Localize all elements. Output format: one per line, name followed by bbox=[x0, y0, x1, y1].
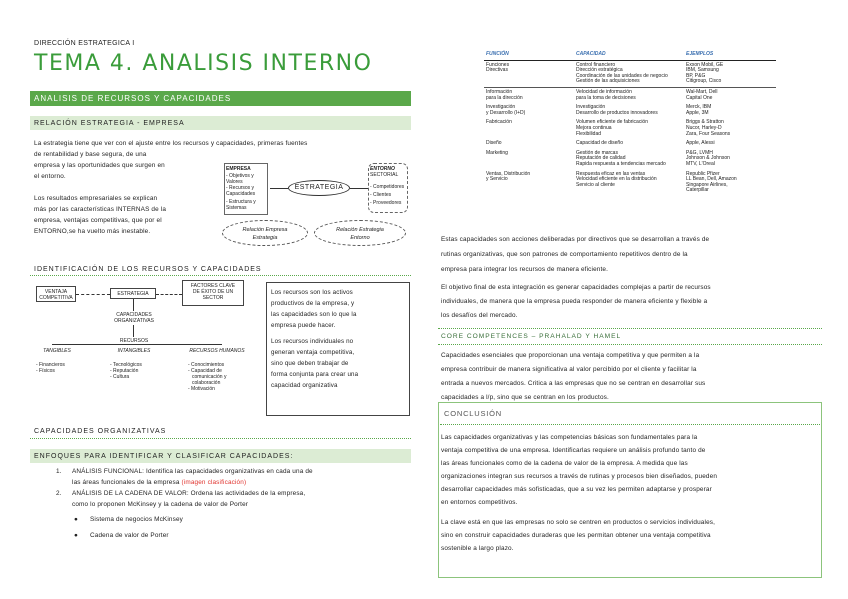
intangible-item: - Cultura bbox=[110, 374, 130, 380]
cell-line: P&G, LVMH bbox=[686, 149, 713, 156]
table-cell bbox=[574, 118, 684, 139]
table-cell bbox=[574, 103, 684, 118]
empresa-item: Sistemas bbox=[226, 205, 247, 211]
para-line: ENTORNO,se ha vuelto más inestable. bbox=[34, 228, 151, 235]
bullet-item: Sistema de negocios McKinsey bbox=[90, 516, 184, 523]
capacidades-label: ORGANIZATIVAS bbox=[114, 318, 154, 324]
ventaja-label: VENTAJA bbox=[44, 289, 68, 295]
para-line: Las capacidades organizativas y las competencias básicas son fundamentales para la bbox=[441, 434, 698, 441]
para-line: Capacidades esenciales que proporcionan una ventaja competitiva y que permiten a la bbox=[441, 352, 700, 359]
cell-line: BP, P&G bbox=[686, 72, 706, 79]
para-line: empresa y las oportunidades que surgen en bbox=[34, 162, 165, 169]
table-row bbox=[484, 60, 776, 87]
cell-line: Flexibilidad bbox=[576, 130, 602, 137]
arrow-line bbox=[133, 299, 134, 311]
cell-line: Wal-Mart, Dell bbox=[686, 88, 718, 95]
cell-line: Apple, Alessi bbox=[686, 140, 715, 147]
cell-line: para la dirección bbox=[486, 94, 523, 101]
cell-line: Investigación bbox=[576, 104, 606, 111]
cell-line: y Desarrollo (I+D) bbox=[486, 109, 526, 116]
para-line: empresa contribuir de manera significativa al valor percibido por el cliente y facilitar la bbox=[441, 366, 697, 373]
arrow-line bbox=[133, 325, 134, 337]
cell-line: IBM, Samsung bbox=[686, 67, 719, 74]
table-cell bbox=[684, 60, 776, 87]
empresa-item: Valores bbox=[226, 179, 243, 185]
cell-line: Caterpillar bbox=[686, 187, 709, 194]
empresa-item: - Objetivos y bbox=[226, 173, 254, 179]
para-line: sostenible a largo plazo. bbox=[441, 545, 514, 552]
cell-line: Citigroup, Cisco bbox=[686, 78, 722, 85]
table-row bbox=[484, 139, 776, 149]
table-cell bbox=[574, 87, 684, 103]
bullet-item: Cadena de valor de Porter bbox=[90, 532, 169, 539]
box-line: generan ventaja competitiva, bbox=[271, 349, 355, 356]
cell-line: Dirección estratégica bbox=[576, 67, 623, 74]
cell-line: Velocidad de información bbox=[576, 88, 632, 95]
table-cell bbox=[574, 60, 684, 87]
table-cell bbox=[484, 139, 574, 149]
table-row bbox=[484, 118, 776, 139]
para-line: individuales, de manera que la empresa pueda responder de manera eficiente y flexible a bbox=[441, 298, 708, 305]
bullet-dot: ● bbox=[74, 532, 79, 539]
table-cell bbox=[684, 118, 776, 139]
subsection-header-identificacion: IDENTIFICACIÓN DE LOS RECURSOS Y CAPACIDADES bbox=[30, 262, 411, 276]
capacidades-label: CAPACIDADES bbox=[116, 312, 152, 318]
entorno-item: - Competidores bbox=[370, 184, 405, 190]
cell-line: y Servicio bbox=[486, 176, 508, 183]
cell-line: Mejora continua bbox=[576, 124, 612, 131]
intangible-item: - Tecnológicos bbox=[110, 362, 142, 368]
box-line: sino que deben trabajar de bbox=[271, 360, 349, 367]
entorno-item: - Clientes bbox=[370, 192, 392, 198]
table-row bbox=[484, 103, 776, 118]
divider bbox=[438, 344, 822, 345]
table-header: CAPACIDAD bbox=[574, 50, 684, 60]
cell-line: para la toma de decisiones bbox=[576, 94, 636, 101]
para-line: empresa, ventajas competitivas, que por el bbox=[34, 217, 162, 224]
cell-line: Funciones bbox=[486, 61, 510, 68]
cell-line: Velocidad eficiente en la distribución bbox=[576, 176, 657, 183]
table-row bbox=[484, 170, 776, 196]
table-row bbox=[484, 149, 776, 170]
para-line: los desafíos del mercado. bbox=[441, 312, 518, 319]
recursos-label: RECURSOS bbox=[114, 338, 154, 345]
para-line: organizaciones integran sus recursos a través de rutinas y procesos bien diseñados, pueden bbox=[441, 473, 718, 480]
relation-label: Relación Estrategia bbox=[336, 227, 384, 233]
relation-ellipse bbox=[314, 220, 406, 246]
box-line: Los recursos individuales no bbox=[271, 338, 354, 345]
divider bbox=[438, 328, 822, 329]
cell-line: Rapida respuesta a tendencias mercado bbox=[576, 160, 666, 167]
empresa-item: - Recursos y bbox=[226, 185, 255, 191]
competitiva-label: COMPETITIVA bbox=[39, 295, 73, 301]
table-cell bbox=[574, 139, 684, 149]
resources-diagram bbox=[32, 280, 264, 420]
list-number: 1. bbox=[56, 468, 62, 475]
table-cell bbox=[684, 149, 776, 170]
capabilities-table-wrapper bbox=[484, 50, 776, 196]
cell-line: Información bbox=[486, 88, 513, 95]
cell-line: Zara, Four Seasons bbox=[686, 130, 731, 137]
entorno-item: - Proveedores bbox=[370, 200, 402, 206]
course-label: DIRECCIÓN ESTRATEGICA I bbox=[34, 40, 135, 47]
cell-line: Gestión de las adquisiciones bbox=[576, 78, 640, 85]
arrow-line bbox=[156, 294, 182, 295]
cell-line: LL Bean, Dell, Amazon bbox=[686, 176, 737, 183]
cell-line: Servicio al cliente bbox=[576, 181, 615, 188]
arrow-line bbox=[76, 294, 110, 295]
para-line: de rentabilidad y base segura, de una bbox=[34, 151, 147, 158]
humanos-item: comunicación y bbox=[192, 374, 227, 380]
cell-line: Marketing bbox=[486, 149, 508, 156]
box-line: forma conjunta para crear una bbox=[271, 371, 359, 378]
cell-line: Capital One bbox=[686, 94, 713, 101]
empresa-box bbox=[224, 163, 268, 215]
cell-line: Apple, 3M bbox=[686, 109, 709, 116]
cell-line: Investigación bbox=[486, 104, 516, 111]
image-link[interactable]: (imagen clasificación) bbox=[181, 479, 247, 486]
relation-ellipse bbox=[222, 220, 308, 246]
cell-line: Respuesta eficaz en las ventas bbox=[576, 170, 646, 177]
table-cell bbox=[684, 87, 776, 103]
para-line: entrada a nuevos mercados. Critica a las empresas que no se centran en desarrollar sus bbox=[441, 380, 706, 387]
intangibles-label: INTANGIBLES bbox=[117, 348, 151, 354]
cell-line: Singapore Airlines, bbox=[686, 181, 728, 188]
list-line: ANÁLISIS FUNCIONAL: Identifica las capacidades organizativas en cada una de bbox=[72, 468, 313, 475]
table-cell bbox=[684, 103, 776, 118]
cell-line: Fabricación bbox=[486, 119, 512, 126]
para-line: el entorno. bbox=[34, 173, 66, 180]
estrategia-ellipse: ESTRATEGIA bbox=[288, 180, 350, 196]
list-number: 2. bbox=[56, 490, 62, 497]
cell-line: Gestión de marcas bbox=[576, 149, 618, 156]
factores-box bbox=[182, 280, 244, 306]
para-line: las áreas funcionales como de la cadena de valor de la empresa. A medida que las bbox=[441, 460, 688, 467]
para-line: ventaja competitiva de una empresa. Identificarlas requiere un análisis profundo tanto de bbox=[441, 447, 706, 454]
para-line: La clave está en que las empresas no solo se centren en productos o servicios individuales, bbox=[441, 519, 716, 526]
table-cell bbox=[484, 149, 574, 170]
factores-line: SECTOR bbox=[202, 295, 224, 301]
relation-label: Entorno bbox=[350, 235, 370, 241]
table-cell bbox=[484, 103, 574, 118]
cell-line: Desarrollo de productos innovadores bbox=[576, 109, 658, 116]
relation-label: Relación Empresa bbox=[242, 227, 288, 233]
para-line: sino en construir capacidades duraderas que les permitan obtener una ventaja competitiva bbox=[441, 532, 711, 539]
subsection-header-relacion: RELACIÓN ESTRATEGIA - EMPRESA bbox=[30, 116, 411, 130]
estrategia-box: ESTRATEGIA bbox=[110, 288, 156, 299]
arrow-line bbox=[350, 188, 368, 189]
box-line: las capacidades son lo que la bbox=[271, 311, 357, 318]
tangibles-label: TANGIBLES bbox=[43, 348, 71, 354]
factores-line: DE ÉXITO DE UN bbox=[192, 289, 234, 295]
list-line: ANÁLISIS DE LA CADENA DE VALOR: Ordena las actividades de la empresa, bbox=[72, 490, 306, 497]
box-line: capacidad organizativa bbox=[271, 382, 338, 389]
table-cell bbox=[484, 60, 574, 87]
core-title: CORE COMPETENCES – PRAHALAD Y HAMEL bbox=[441, 333, 622, 340]
table-cell bbox=[484, 170, 574, 196]
humanos-label: RECURSOS HUMANOS bbox=[189, 348, 245, 354]
relation-label: Estrategia bbox=[252, 235, 278, 241]
list-line: como lo proponen McKinsey y la cadena de valor de Porter bbox=[72, 501, 249, 508]
entorno-box bbox=[368, 163, 408, 213]
section-header-recursos: ANALISIS DE RECURSOS Y CAPACIDADES bbox=[30, 91, 411, 106]
table-cell bbox=[684, 170, 776, 196]
para-line: en entornos competitivos. bbox=[441, 499, 518, 506]
entorno-sub: SECTORIAL bbox=[370, 172, 399, 178]
table-header: FUNCIÓN bbox=[484, 50, 574, 60]
arrow-line bbox=[270, 188, 288, 189]
cell-line: Control financiero bbox=[576, 61, 616, 68]
cell-line: Volumen eficiente de fabricación bbox=[576, 119, 648, 126]
cell-line: Coordinación de las unidades de negocio bbox=[576, 72, 668, 79]
capabilities-table bbox=[484, 50, 776, 196]
resources-definition-box bbox=[266, 282, 410, 416]
cell-line: Nucor, Harley-D bbox=[686, 124, 722, 131]
box-line: productivos de la empresa, y bbox=[271, 300, 355, 307]
empresa-item: Capacidades bbox=[226, 191, 256, 197]
cell-line: Briggs & Stratton bbox=[686, 119, 724, 126]
table-cell bbox=[484, 87, 574, 103]
table-row bbox=[484, 87, 776, 103]
para-line: rutinas organizativas, que son patrones de comportamiento repetitivos dentro de la bbox=[441, 251, 688, 258]
para-line: Los resultados empresariales se explican bbox=[34, 195, 158, 202]
cell-line: Republic Pfizer bbox=[686, 170, 720, 177]
cell-line: Merck, IBM bbox=[686, 104, 712, 111]
bullet-dot: ● bbox=[74, 516, 79, 523]
para-line: Estas capacidades son acciones deliberadas por directivos que se desarrollan a través de bbox=[441, 236, 710, 243]
para-line: capacidades a l/p, sino que se centran en los productos. bbox=[441, 394, 609, 401]
cell-line: Capacidad de diseño bbox=[576, 140, 623, 147]
cell-line: Exxon Mobil, GE bbox=[686, 61, 724, 68]
table-header: EJEMPLOS bbox=[684, 50, 776, 60]
cell-line: Johnson & Johnson bbox=[686, 155, 730, 162]
humanos-item: - Capacidad de bbox=[188, 368, 222, 374]
list-line bbox=[72, 477, 246, 488]
table-cell bbox=[484, 118, 574, 139]
list-text: las áreas funcionales de la empresa bbox=[72, 479, 182, 486]
cell-line: Reputación de calidad bbox=[576, 155, 626, 162]
table-cell bbox=[684, 139, 776, 149]
para-line: El objetivo final de esta integración es generar capacidades complejas a partir de recursos bbox=[441, 284, 711, 291]
humanos-item: - Conocimientos bbox=[188, 362, 225, 368]
humanos-item: colaboración bbox=[192, 380, 221, 386]
divider bbox=[440, 424, 820, 425]
para-line: más por las características INTERNAS de la bbox=[34, 206, 167, 213]
page-title: TEMA 4. ANALISIS INTERNO bbox=[34, 51, 373, 76]
humanos-item: - Motivación bbox=[188, 386, 215, 392]
box-line: Los recursos son los activos bbox=[271, 289, 353, 296]
intangible-item: - Reputación bbox=[110, 368, 139, 374]
subsection-header-enfoques: ENFOQUES PARA IDENTIFICAR Y CLASIFICAR CAPACIDADES: bbox=[30, 449, 411, 463]
table-cell bbox=[574, 149, 684, 170]
section-header-capacidades: CAPACIDADES ORGANIZATIVAS bbox=[30, 425, 411, 439]
cell-line: Directivas bbox=[486, 67, 508, 74]
box-line: empresa puede hacer. bbox=[271, 322, 336, 329]
cell-line: MTV, L'Oreal bbox=[686, 160, 715, 167]
tangible-item: - Físicos bbox=[36, 368, 55, 374]
factores-line: FACTORES CLAVE bbox=[190, 283, 236, 289]
entorno-title: ENTORNO bbox=[370, 166, 395, 172]
table-cell bbox=[574, 170, 684, 196]
tangible-item: - Financieros bbox=[36, 362, 65, 368]
empresa-title: EMPRESA bbox=[226, 166, 251, 172]
cell-line: Diseño bbox=[486, 140, 502, 147]
para-line: La estrategia tiene que ver con el ajuste entre los recursos y capacidades, primeras fuentes bbox=[34, 140, 308, 147]
para-line: desarrollar capacidades más sofisticadas, que a su vez les permiten adaptarse y prosperar bbox=[441, 486, 712, 493]
strategy-diagram bbox=[222, 160, 410, 250]
para-line: empresa para integrar los recursos de manera eficiente. bbox=[441, 266, 609, 273]
cell-line: Ventas, Distribución bbox=[486, 170, 531, 177]
conclusion-title: CONCLUSIÓN bbox=[444, 409, 503, 418]
empresa-item: - Estructura y bbox=[226, 199, 256, 205]
branch-line bbox=[52, 344, 222, 345]
ventaja-box bbox=[36, 286, 76, 302]
